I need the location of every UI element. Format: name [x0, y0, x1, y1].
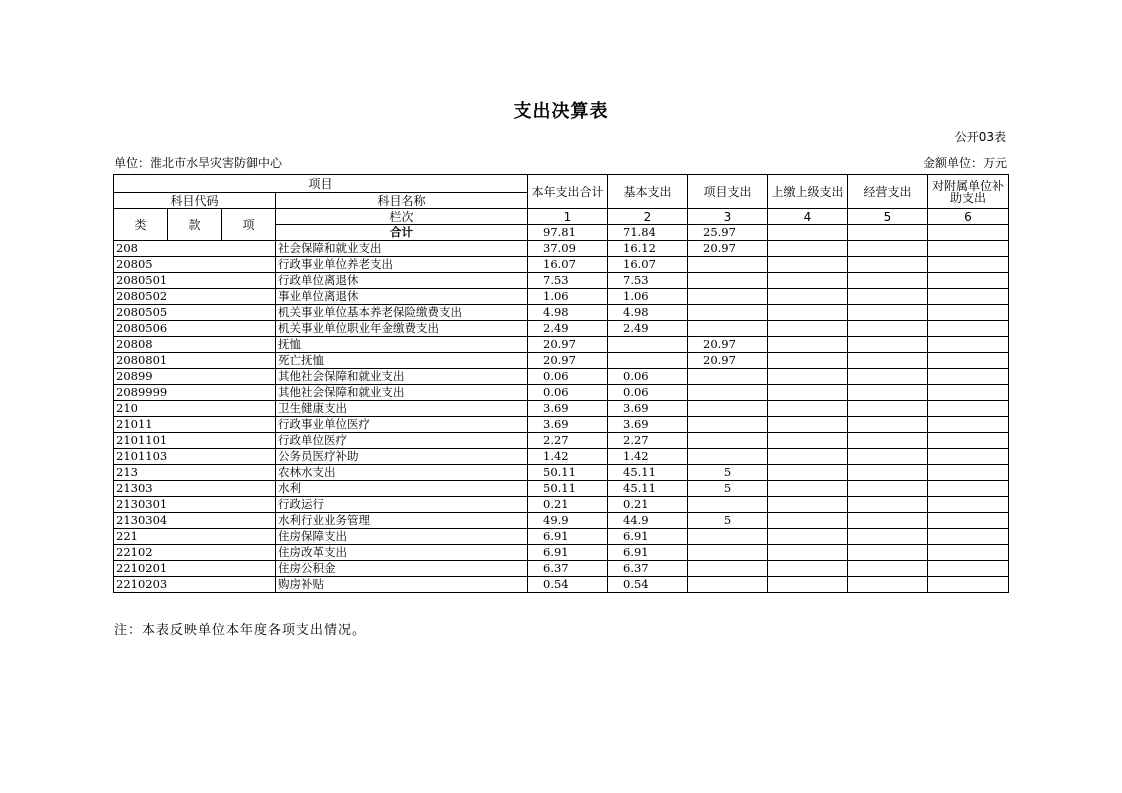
row-total: 4.98: [528, 305, 608, 321]
row-code: 21011: [114, 417, 276, 433]
total-c6: [928, 225, 1009, 241]
row-total: 7.53: [528, 273, 608, 289]
row-empty-cell: [768, 337, 848, 353]
header-subject-name: 科目名称: [276, 193, 528, 209]
row-name: 购房补贴: [276, 577, 528, 593]
row-code: 22102: [114, 545, 276, 561]
table-row: [114, 497, 1009, 513]
row-empty-cell: [928, 465, 1009, 481]
row-name: 住房保障支出: [276, 529, 528, 545]
row-empty-cell: [768, 417, 848, 433]
row-empty-cell: [768, 497, 848, 513]
row-code: 2080505: [114, 305, 276, 321]
header-col2: 基本支出: [608, 175, 688, 209]
row-empty-cell: [768, 289, 848, 305]
row-name: 公务员医疗补助: [276, 449, 528, 465]
row-code: 2080801: [114, 353, 276, 369]
row-basic: 1.42: [608, 449, 688, 465]
row-code: 2080506: [114, 321, 276, 337]
row-empty-cell: [848, 401, 928, 417]
row-total: 20.97: [528, 353, 608, 369]
row-basic: 6.37: [608, 561, 688, 577]
row-total: 6.91: [528, 545, 608, 561]
row-total: 50.11: [528, 465, 608, 481]
col-no-2: 2: [608, 209, 688, 225]
row-empty-cell: [768, 545, 848, 561]
table-row: [114, 257, 1009, 273]
table-row: [114, 337, 1009, 353]
row-empty-cell: [768, 257, 848, 273]
total-label: 合计: [276, 225, 528, 241]
row-empty-cell: [928, 321, 1009, 337]
row-code: 210: [114, 401, 276, 417]
row-name: 其他社会保障和就业支出: [276, 385, 528, 401]
row-empty-cell: [768, 529, 848, 545]
row-basic: 44.9: [608, 513, 688, 529]
row-empty-cell: [928, 337, 1009, 353]
row-name: 机关事业单位职业年金缴费支出: [276, 321, 528, 337]
row-empty-cell: [768, 561, 848, 577]
row-basic: 7.53: [608, 273, 688, 289]
header-col4: 上缴上级支出: [768, 175, 848, 209]
row-basic: 0.06: [608, 369, 688, 385]
row-name: 农林水支出: [276, 465, 528, 481]
row-code: 208: [114, 241, 276, 257]
row-empty-cell: [928, 289, 1009, 305]
row-empty-cell: [848, 273, 928, 289]
row-name: 其他社会保障和就业支出: [276, 369, 528, 385]
row-basic: 16.12: [608, 241, 688, 257]
row-code: 20899: [114, 369, 276, 385]
row-name: 卫生健康支出: [276, 401, 528, 417]
row-empty-cell: [848, 241, 928, 257]
row-empty-cell: [848, 417, 928, 433]
row-total: 49.9: [528, 513, 608, 529]
row-empty-cell: [928, 305, 1009, 321]
table-row: [114, 577, 1009, 593]
row-basic: 0.21: [608, 497, 688, 513]
row-project: [688, 417, 768, 433]
row-empty-cell: [848, 337, 928, 353]
row-empty-cell: [928, 561, 1009, 577]
row-empty-cell: [928, 481, 1009, 497]
row-empty-cell: [768, 513, 848, 529]
row-project: [688, 497, 768, 513]
row-empty-cell: [848, 385, 928, 401]
row-project: [688, 545, 768, 561]
row-empty-cell: [848, 465, 928, 481]
row-project: 20.97: [688, 353, 768, 369]
unit-label: 单位：淮北市水旱灾害防御中心: [114, 156, 283, 170]
header-col6: 对附属单位补助支出: [928, 175, 1009, 209]
row-name: 社会保障和就业支出: [276, 241, 528, 257]
row-name: 行政单位离退休: [276, 273, 528, 289]
table-row: [114, 561, 1009, 577]
row-total: 1.06: [528, 289, 608, 305]
row-basic: 6.91: [608, 545, 688, 561]
row-total: 6.91: [528, 529, 608, 545]
row-empty-cell: [848, 497, 928, 513]
row-empty-cell: [928, 273, 1009, 289]
row-basic: 0.06: [608, 385, 688, 401]
row-basic: 4.98: [608, 305, 688, 321]
row-empty-cell: [928, 513, 1009, 529]
header-col3: 项目支出: [688, 175, 768, 209]
table-row: [114, 241, 1009, 257]
row-empty-cell: [768, 481, 848, 497]
table-row: [114, 401, 1009, 417]
row-empty-cell: [848, 433, 928, 449]
row-code: 20808: [114, 337, 276, 353]
row-code: 2130301: [114, 497, 276, 513]
total-c1: 97.81: [528, 225, 608, 241]
row-empty-cell: [848, 449, 928, 465]
row-empty-cell: [768, 433, 848, 449]
table-row: [114, 481, 1009, 497]
row-empty-cell: [928, 417, 1009, 433]
row-total: 16.07: [528, 257, 608, 273]
row-project: [688, 529, 768, 545]
row-code: 2130304: [114, 513, 276, 529]
row-empty-cell: [928, 257, 1009, 273]
header-xiang: 项: [222, 209, 276, 241]
row-total: 0.21: [528, 497, 608, 513]
row-project: [688, 449, 768, 465]
row-empty-cell: [768, 385, 848, 401]
amount-unit: 金额单位：万元: [922, 156, 1007, 170]
row-project: 5: [688, 513, 768, 529]
table-row: [114, 273, 1009, 289]
total-c2: 71.84: [608, 225, 688, 241]
col-no-6: 6: [928, 209, 1009, 225]
row-project: 20.97: [688, 241, 768, 257]
row-project: [688, 321, 768, 337]
row-basic: 0.54: [608, 577, 688, 593]
row-project: [688, 577, 768, 593]
row-empty-cell: [848, 577, 928, 593]
table-row: [114, 465, 1009, 481]
col-no-4: 4: [768, 209, 848, 225]
row-empty-cell: [848, 545, 928, 561]
table-row: [114, 305, 1009, 321]
row-empty-cell: [848, 481, 928, 497]
row-total: 6.37: [528, 561, 608, 577]
row-name: 事业单位离退休: [276, 289, 528, 305]
total-c5: [848, 225, 928, 241]
row-project: [688, 289, 768, 305]
row-empty-cell: [928, 401, 1009, 417]
row-code: 2089999: [114, 385, 276, 401]
table-row: [114, 513, 1009, 529]
table-row: [114, 353, 1009, 369]
row-basic: 16.07: [608, 257, 688, 273]
row-total: 37.09: [528, 241, 608, 257]
form-code: 公开03表: [954, 130, 1006, 144]
row-project: [688, 257, 768, 273]
row-empty-cell: [768, 465, 848, 481]
row-name: 机关事业单位基本养老保险缴费支出: [276, 305, 528, 321]
row-basic: 3.69: [608, 417, 688, 433]
col-no-5: 5: [848, 209, 928, 225]
row-code: 2210203: [114, 577, 276, 593]
col-no-3: 3: [688, 209, 768, 225]
row-empty-cell: [928, 497, 1009, 513]
footnote: 注：本表反映单位本年度各项支出情况。: [114, 623, 367, 638]
row-empty-cell: [848, 321, 928, 337]
row-code: 2080501: [114, 273, 276, 289]
total-c4: [768, 225, 848, 241]
row-basic: [608, 353, 688, 369]
row-name: 住房改革支出: [276, 545, 528, 561]
row-name: 水利行业业务管理: [276, 513, 528, 529]
row-empty-cell: [928, 353, 1009, 369]
expenditure-table: [113, 174, 1009, 593]
row-empty-cell: [848, 305, 928, 321]
row-basic: 45.11: [608, 465, 688, 481]
row-empty-cell: [928, 369, 1009, 385]
row-empty-cell: [768, 577, 848, 593]
row-basic: 1.06: [608, 289, 688, 305]
row-empty-cell: [768, 241, 848, 257]
header-col5: 经营支出: [848, 175, 928, 209]
row-name: 水利: [276, 481, 528, 497]
row-empty-cell: [848, 513, 928, 529]
header-column-no: 栏次: [276, 209, 528, 225]
row-project: [688, 305, 768, 321]
total-c3: 25.97: [688, 225, 768, 241]
row-empty-cell: [928, 529, 1009, 545]
header-kuan: 款: [168, 209, 222, 241]
row-code: 20805: [114, 257, 276, 273]
row-total: 0.06: [528, 385, 608, 401]
row-total: 50.11: [528, 481, 608, 497]
header-item: 项目: [114, 175, 528, 193]
row-empty-cell: [768, 449, 848, 465]
row-total: 3.69: [528, 401, 608, 417]
row-name: 抚恤: [276, 337, 528, 353]
row-name: 住房公积金: [276, 561, 528, 577]
row-empty-cell: [848, 369, 928, 385]
row-project: [688, 385, 768, 401]
row-total: 1.42: [528, 449, 608, 465]
row-basic: [608, 337, 688, 353]
table-row: [114, 321, 1009, 337]
row-empty-cell: [768, 273, 848, 289]
col-no-1: 1: [528, 209, 608, 225]
table-row: [114, 433, 1009, 449]
row-project: [688, 401, 768, 417]
row-empty-cell: [928, 433, 1009, 449]
row-code: 21303: [114, 481, 276, 497]
page-title: 支出决算表: [513, 101, 609, 122]
table-row: [114, 529, 1009, 545]
table-row: [114, 449, 1009, 465]
row-project: 5: [688, 465, 768, 481]
row-basic: 6.91: [608, 529, 688, 545]
row-empty-cell: [928, 545, 1009, 561]
row-empty-cell: [928, 577, 1009, 593]
row-empty-cell: [928, 449, 1009, 465]
row-empty-cell: [768, 321, 848, 337]
row-empty-cell: [848, 353, 928, 369]
row-empty-cell: [848, 257, 928, 273]
row-name: 行政单位医疗: [276, 433, 528, 449]
table-row: [114, 289, 1009, 305]
row-name: 死亡抚恤: [276, 353, 528, 369]
row-project: [688, 433, 768, 449]
row-basic: 2.49: [608, 321, 688, 337]
row-total: 20.97: [528, 337, 608, 353]
row-empty-cell: [848, 289, 928, 305]
row-name: 行政事业单位医疗: [276, 417, 528, 433]
table-row: [114, 385, 1009, 401]
table-row: [114, 417, 1009, 433]
row-code: 221: [114, 529, 276, 545]
row-project: 20.97: [688, 337, 768, 353]
row-project: 5: [688, 481, 768, 497]
row-basic: 45.11: [608, 481, 688, 497]
row-code: 213: [114, 465, 276, 481]
row-basic: 2.27: [608, 433, 688, 449]
row-total: 2.27: [528, 433, 608, 449]
row-empty-cell: [848, 529, 928, 545]
header-col1: 本年支出合计: [528, 175, 608, 209]
row-name: 行政运行: [276, 497, 528, 513]
row-total: 3.69: [528, 417, 608, 433]
row-project: [688, 561, 768, 577]
row-project: [688, 369, 768, 385]
header-subject-code: 科目代码: [114, 193, 276, 209]
row-total: 2.49: [528, 321, 608, 337]
row-empty-cell: [768, 401, 848, 417]
row-total: 0.54: [528, 577, 608, 593]
table-row: [114, 545, 1009, 561]
row-code: 2101103: [114, 449, 276, 465]
row-empty-cell: [768, 369, 848, 385]
row-empty-cell: [848, 561, 928, 577]
row-empty-cell: [768, 305, 848, 321]
row-code: 2101101: [114, 433, 276, 449]
row-basic: 3.69: [608, 401, 688, 417]
row-name: 行政事业单位养老支出: [276, 257, 528, 273]
header-lei: 类: [114, 209, 168, 241]
row-code: 2080502: [114, 289, 276, 305]
row-empty-cell: [928, 385, 1009, 401]
row-total: 0.06: [528, 369, 608, 385]
row-project: [688, 273, 768, 289]
row-empty-cell: [768, 353, 848, 369]
table-row: [114, 369, 1009, 385]
row-code: 2210201: [114, 561, 276, 577]
row-empty-cell: [928, 241, 1009, 257]
